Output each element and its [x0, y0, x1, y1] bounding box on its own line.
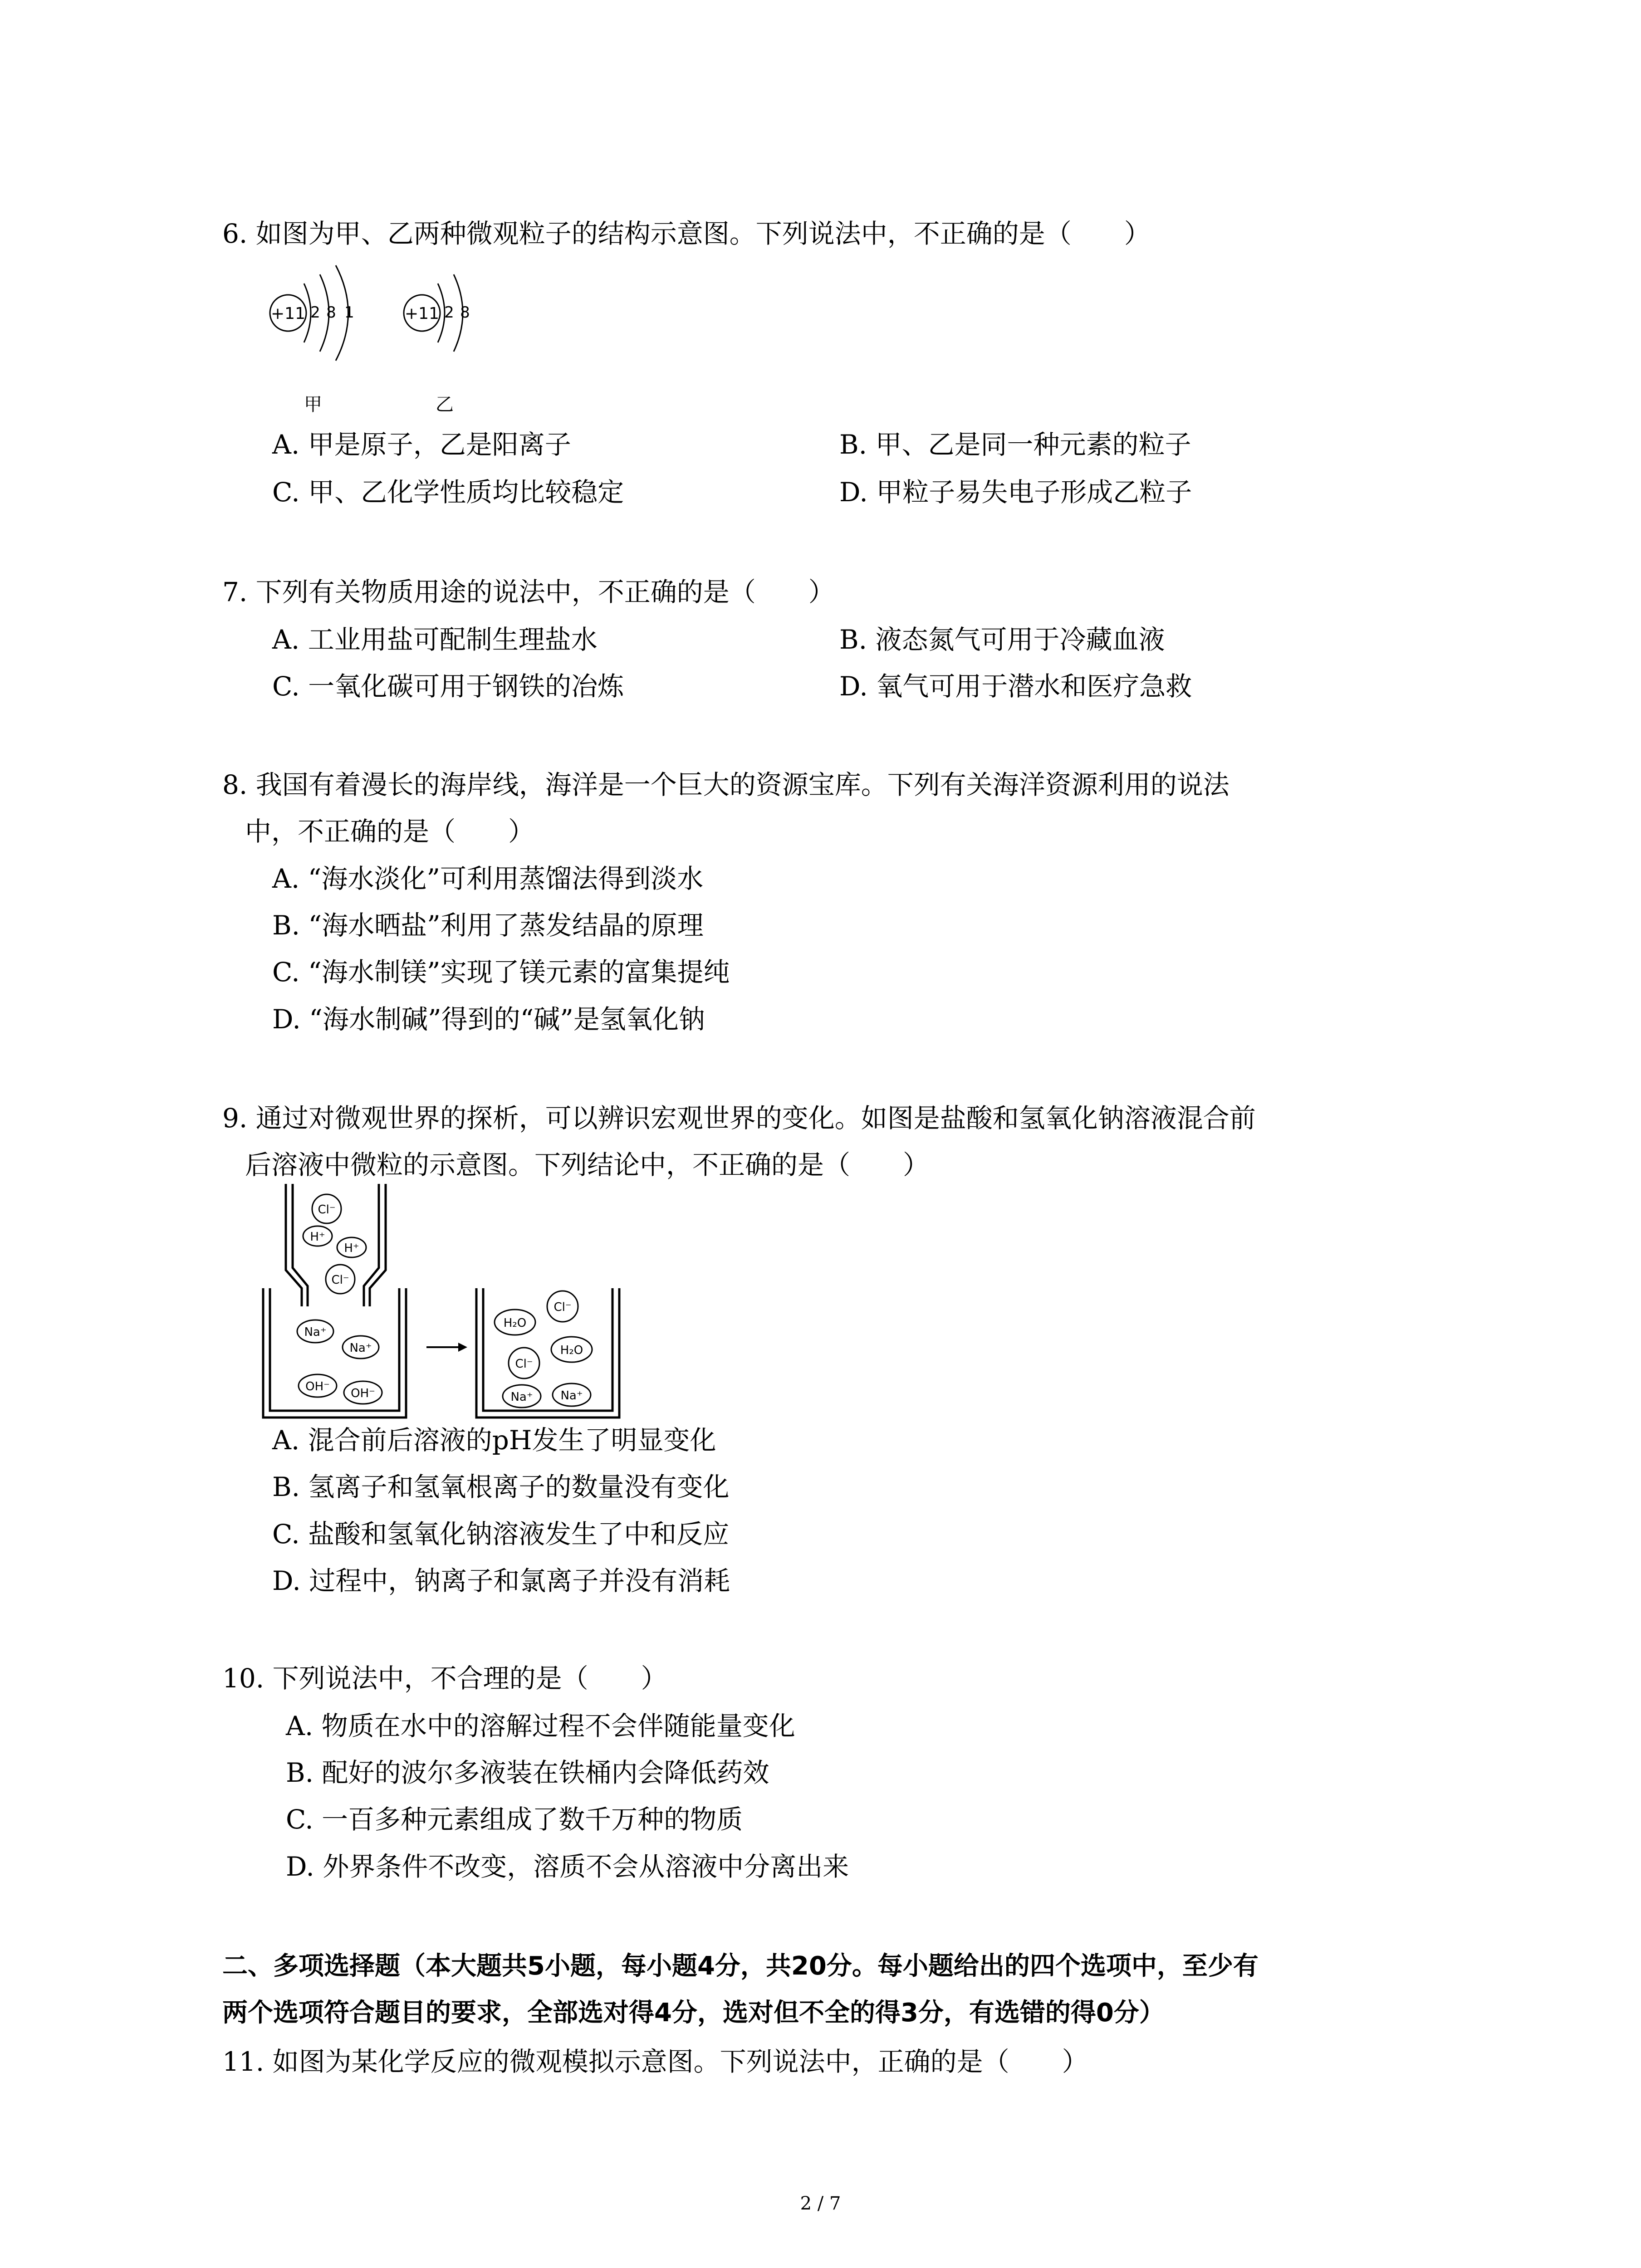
q7-option-a: A. 工业用盐可配制生理盐水 — [272, 624, 598, 655]
q7-option-d: D. 氧气可用于潜水和医疗急救 — [839, 671, 1192, 702]
svg-text:Cl⁻: Cl⁻ — [331, 1273, 349, 1287]
section2-heading-line1: 二、多项选择题（本大题共5小题，每小题4分，共20分。每小题给出的四个选项中，至少有 — [222, 1951, 1259, 1981]
q8-option-c: C. “海水制镁”实现了镁元素的富集提纯 — [272, 957, 730, 987]
q9-option-d: D. 过程中，钠离子和氯离子并没有消耗 — [272, 1565, 730, 1596]
q6-option-a: A. 甲是原子，乙是阳离子 — [272, 429, 571, 460]
svg-text:Cl⁻: Cl⁻ — [318, 1203, 336, 1217]
q10-option-b: B. 配好的波尔多液装在铁桶内会降低药效 — [286, 1757, 769, 1788]
svg-text:8: 8 — [460, 303, 470, 322]
beaker-left — [263, 1288, 406, 1418]
svg-text:2: 2 — [310, 303, 320, 322]
page-number: 2 / 7 — [800, 2193, 841, 2214]
atom-yi — [404, 274, 470, 415]
q9-option-b: B. 氢离子和氢氧根离子的数量没有变化 — [272, 1471, 730, 1502]
atom-jia-nucleus: +11 — [271, 304, 305, 323]
q11-stem: 11. 如图为某化学反应的微观模拟示意图。下列说法中，正确的是（ ） — [222, 2046, 1088, 2077]
caption-jia: 甲 — [304, 394, 322, 415]
q9-neutralization-diagram — [259, 1184, 631, 1424]
q7-option-b: B. 液态氮气可用于冷藏血液 — [839, 624, 1165, 655]
svg-text:2: 2 — [444, 303, 454, 322]
q8-option-a: A. “海水淡化”可利用蒸馏法得到淡水 — [272, 863, 704, 894]
svg-text:H₂O: H₂O — [560, 1344, 583, 1357]
q7-stem: 7. 下列有关物质用途的说法中，不正确的是（ ） — [222, 577, 835, 607]
svg-text:Na⁺: Na⁺ — [510, 1390, 533, 1404]
svg-text:1: 1 — [344, 303, 354, 322]
svg-text:H⁺: H⁺ — [310, 1230, 325, 1244]
q10-stem: 10. 下列说法中，不合理的是（ ） — [222, 1663, 667, 1694]
svg-text:H₂O: H₂O — [503, 1316, 527, 1330]
svg-text:OH⁻: OH⁻ — [351, 1387, 375, 1400]
q9-option-a: A. 混合前后溶液的pH发生了明显变化 — [272, 1425, 716, 1456]
q6-option-b: B. 甲、乙是同一种元素的粒子 — [839, 429, 1191, 460]
q9-stem-line1: 9. 通过对微观世界的探析，可以辨识宏观世界的变化。如图是盐酸和氢氧化钠溶液混合前 — [222, 1103, 1256, 1134]
q8-stem-line1: 8. 我国有着漫长的海岸线，海洋是一个巨大的资源宝库。下列有关海洋资源利用的说法 — [222, 769, 1230, 800]
svg-text:OH⁻: OH⁻ — [305, 1380, 330, 1393]
q6-option-c: C. 甲、乙化学性质均比较稳定 — [272, 477, 624, 508]
q10-option-d: D. 外界条件不改变，溶质不会从溶液中分离出来 — [286, 1851, 849, 1882]
svg-text:Na⁺: Na⁺ — [349, 1341, 372, 1355]
svg-text:Cl⁻: Cl⁻ — [515, 1357, 533, 1371]
atom-jia — [270, 265, 354, 415]
atom-yi-nucleus: +11 — [405, 304, 439, 323]
caption-yi: 乙 — [436, 394, 454, 415]
q6-atom-diagram — [259, 259, 513, 422]
q7-option-c: C. 一氧化碳可用于钢铁的冶炼 — [272, 671, 624, 702]
svg-text:H⁺: H⁺ — [344, 1242, 359, 1255]
q9-stem-line2: 后溶液中微粒的示意图。下列结论中，不正确的是（ ） — [245, 1149, 930, 1180]
svg-text:Na⁺: Na⁺ — [304, 1325, 327, 1339]
q6-stem: 6. 如图为甲、乙两种微观粒子的结构示意图。下列说法中，不正确的是（ ） — [222, 218, 1151, 249]
arrow-icon — [426, 1343, 467, 1352]
section2-heading-line2: 两个选项符合题目的要求，全部选对得4分，选对但不全的得3分，有选错的得0分） — [222, 1998, 1165, 2028]
q8-option-d: D. “海水制碱”得到的“碱”是氢氧化钠 — [272, 1004, 705, 1035]
svg-text:Cl⁻: Cl⁻ — [554, 1300, 572, 1314]
q10-option-c: C. 一百多种元素组成了数千万种的物质 — [286, 1804, 743, 1835]
svg-text:8: 8 — [326, 303, 336, 322]
q10-option-a: A. 物质在水中的溶解过程不会伴随能量变化 — [286, 1711, 795, 1741]
svg-text:Na⁺: Na⁺ — [560, 1389, 583, 1403]
q6-option-d: D. 甲粒子易失电子形成乙粒子 — [839, 477, 1192, 508]
q9-option-c: C. 盐酸和氢氧化钠溶液发生了中和反应 — [272, 1519, 730, 1549]
q8-stem-line2: 中，不正确的是（ ） — [245, 816, 535, 847]
q8-option-b: B. “海水晒盐”利用了蒸发结晶的原理 — [272, 910, 704, 941]
